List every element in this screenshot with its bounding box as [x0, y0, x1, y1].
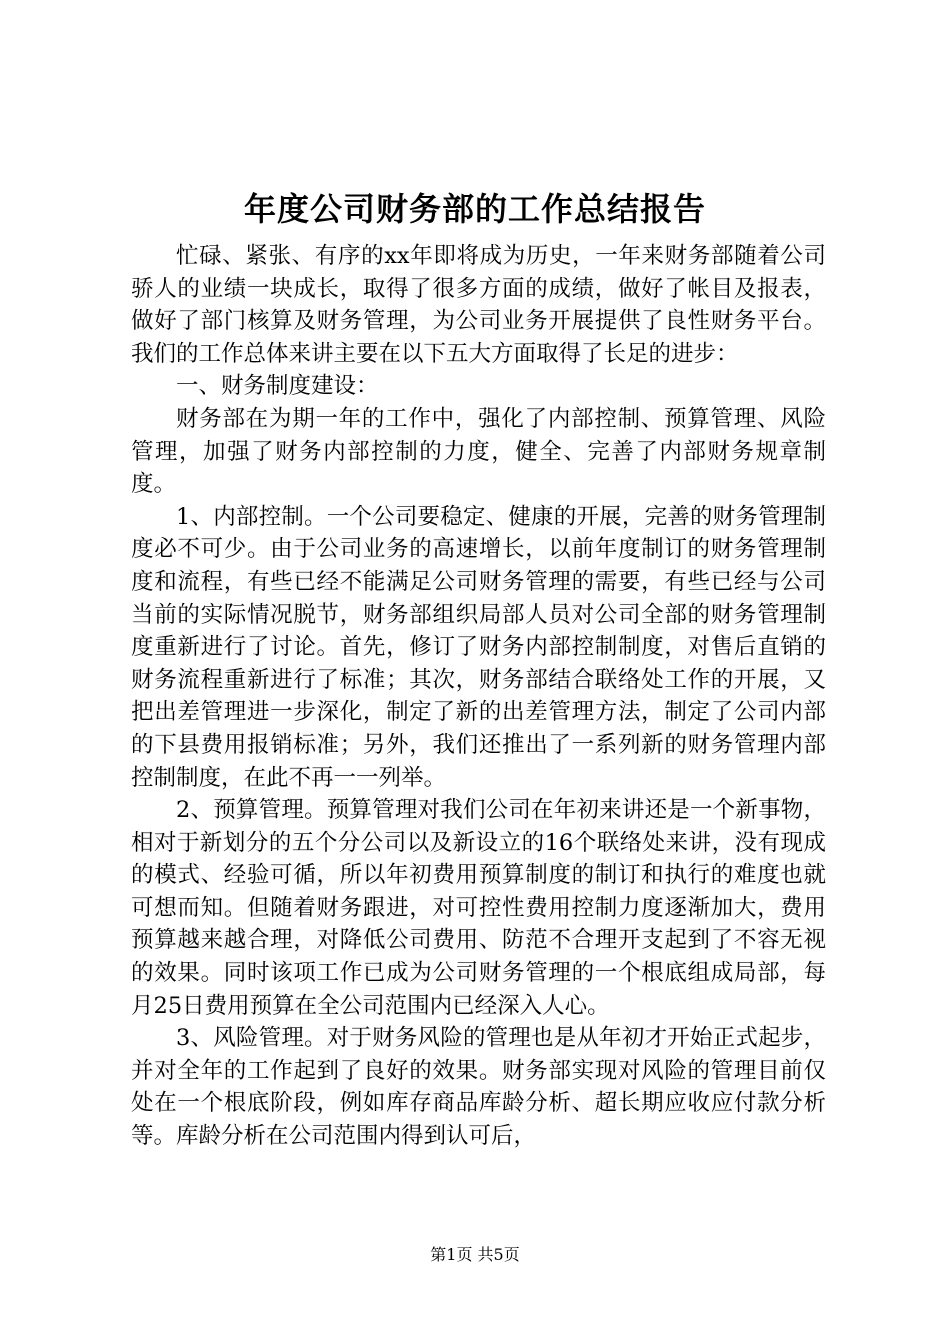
page-number-footer: 第1页 共5页 [430, 1245, 520, 1264]
paragraph-budget-management: 2、预算管理。预算管理对我们公司在年初来讲还是一个新事物，相对于新划分的五个分公司以及新设立的16个联络处来讲，没有现成的模式、经验可循，所以年初费用预算制度的制订和执行的难度也就可想而知。但随着财务跟进，对可控性费用控制力度逐渐加大，费用预算越来越合理，对降低公司费用、防范不合理开支起到了不容无视的效果。同时该项工作已成为公司财务管理的一个根底组成局部，每月25日费用预算在全公司范围内已经深入人心。 [131, 797, 826, 1019]
paragraph-risk-management: 3、风险管理。对于财务风险的管理也是从年初才开始正式起步，并对全年的工作起到了良好的效果。财务部实现对风险的管理目前仅处在一个根底阶段，例如库存商品库龄分析、超长期应收应付款分析等。库龄分析在公司范围内得到认可后， [131, 1025, 826, 1150]
document-body [131, 240, 826, 1153]
paragraph-finance-system: 财务部在为期一年的工作中，强化了内部控制、预算管理、风险管理，加强了财务内部控制的力度，健全、完善了内部财务规章制度。 [131, 405, 826, 498]
paragraph-intro: 忙碌、紧张、有序的xx年即将成为历史，一年来财务部随着公司骄人的业绩一块成长，取得了很多方面的成绩，做好了帐目及报表，做好了部门核算及财务管理，为公司业务开展提供了良性财务平台。我们的工作总体来讲主要在以下五大方面取得了长足的进步： [131, 243, 826, 367]
paragraph-internal-control: 1、内部控制。一个公司要稳定、健康的开展，完善的财务管理制度必不可少。由于公司业务的高速增长，以前年度制订的财务管理制度和流程，有些已经不能满足公司财务管理的需要，有些已经与公司当前的实际情况脱节，财务部组织局部人员对公司全部的财务管理制度重新进行了讨论。首先，修订了财务内部控制制度，对售后直销的财务流程重新进行了标准；其次，财务部结合联络处工作的开展，又把出差管理进一步深化，制定了新的出差管理方法，制定了公司内部的下县费用报销标准；另外，我们还推出了一系列新的财务管理内部控制制度，在此不再一一列举。 [131, 503, 826, 791]
section-heading-finance-system: 一、财务制度建设： [176, 373, 379, 400]
document-title: 年度公司财务部的工作总结报告 [243, 190, 706, 228]
